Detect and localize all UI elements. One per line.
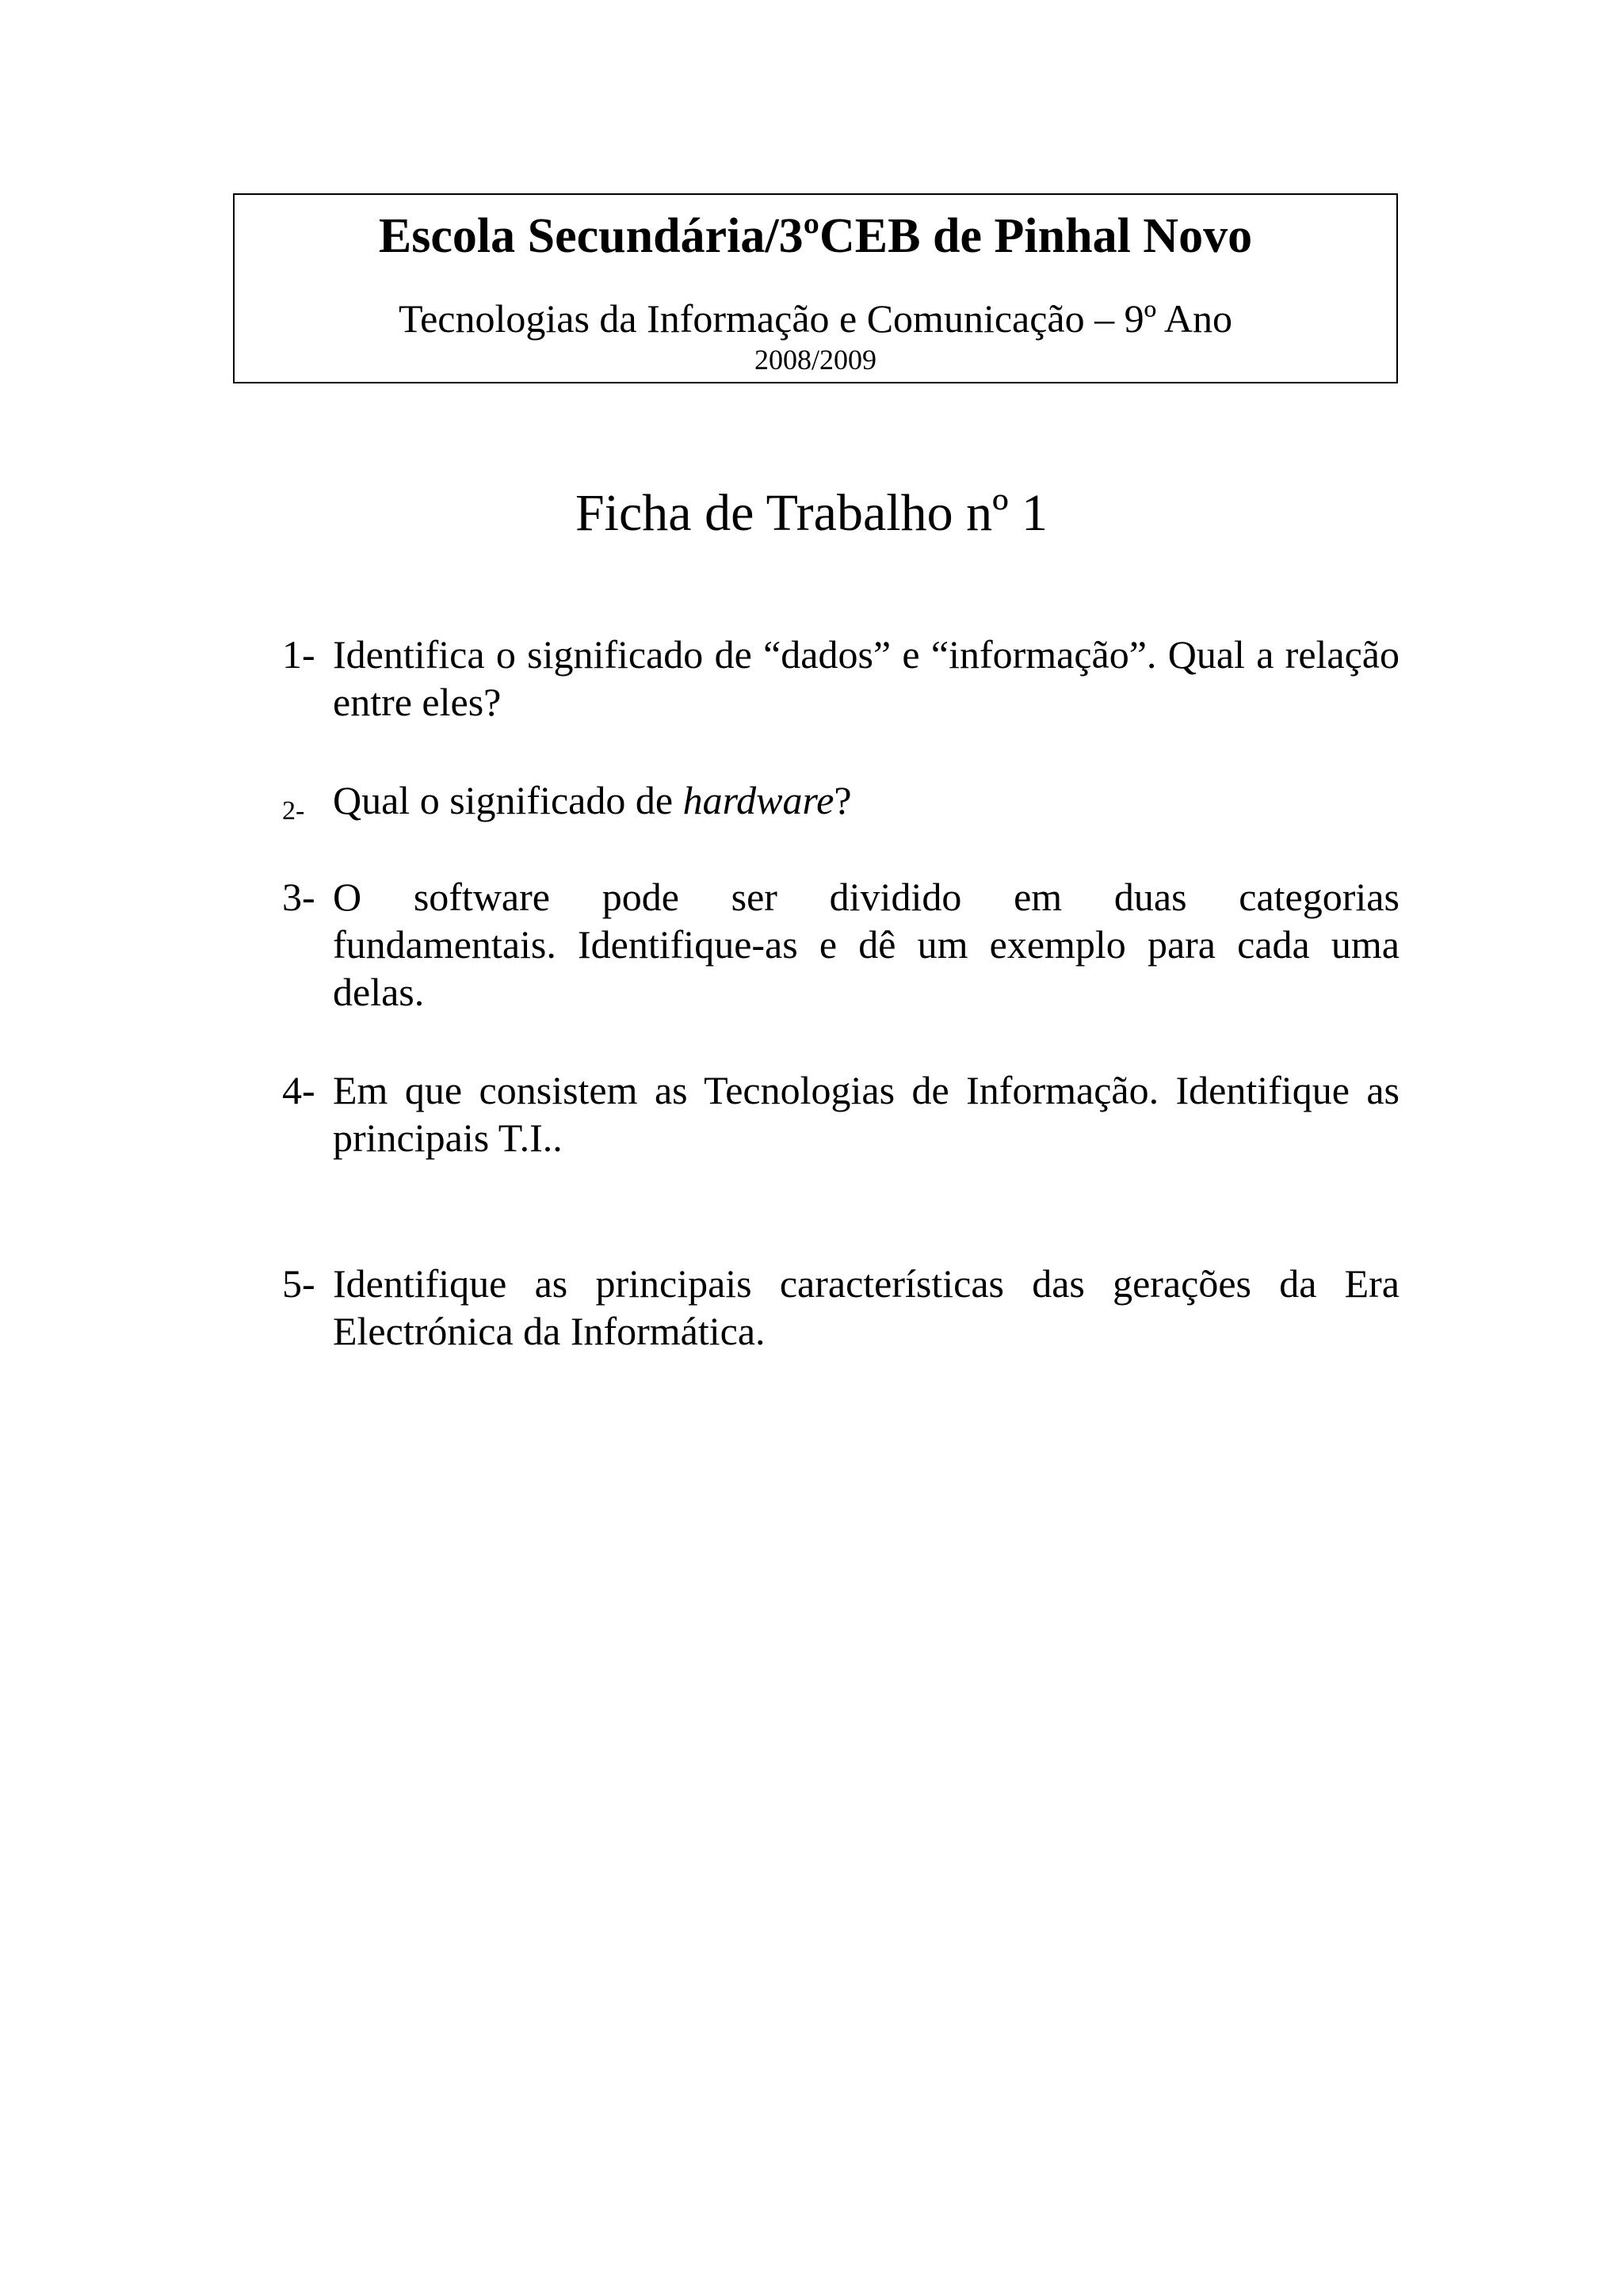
question-3 — [282, 873, 1400, 1016]
question-text-after: ? — [834, 778, 852, 822]
word: ser — [731, 875, 777, 919]
word: duas — [1113, 875, 1187, 919]
school-year: 2008/2009 — [754, 344, 876, 376]
question-text-before: Qual o significado de — [333, 778, 683, 822]
question-4 — [282, 1066, 1400, 1161]
word: software — [413, 875, 550, 919]
question-text — [333, 873, 1400, 1016]
question-text — [333, 776, 1400, 824]
question-text: Identifica o significado de “dados” e “informação”. Qual a relação entre eles? — [333, 632, 1400, 724]
question-number: 3- — [282, 875, 315, 919]
word: categorias — [1239, 875, 1400, 919]
word: O — [333, 875, 362, 919]
question-text-rest: fundamentais. Identifique-as e dê um exemplo para cada uma delas. — [333, 922, 1400, 1014]
question-number: 1- — [282, 632, 315, 677]
question-5 — [282, 1260, 1400, 1355]
word: dividido — [829, 875, 962, 919]
question-text-first-line — [333, 873, 1400, 921]
question-text-emphasis: hardware — [682, 778, 834, 822]
course-name: Tecnologias da Informação e Comunicação – 9º Ano — [399, 296, 1232, 341]
school-name: Escola Secundária/3ºCEB de Pinhal Novo — [378, 209, 1253, 263]
question-1 — [282, 631, 1400, 726]
question-2 — [282, 776, 1400, 824]
question-text: Em que consistem as Tecnologias de Informação. Identifique as principais T.I.. — [333, 1068, 1400, 1160]
word: em — [1014, 875, 1063, 919]
header-box — [233, 193, 1398, 383]
question-text: Identifique as principais características das gerações da Era Electrónica da Informática. — [333, 1261, 1400, 1353]
word: pode — [601, 875, 679, 919]
question-number: 5- — [282, 1261, 315, 1306]
sheet-title: Ficha de Trabalho nº 1 — [575, 484, 1048, 542]
question-number: 2- — [282, 796, 305, 826]
question-number: 4- — [282, 1068, 315, 1112]
